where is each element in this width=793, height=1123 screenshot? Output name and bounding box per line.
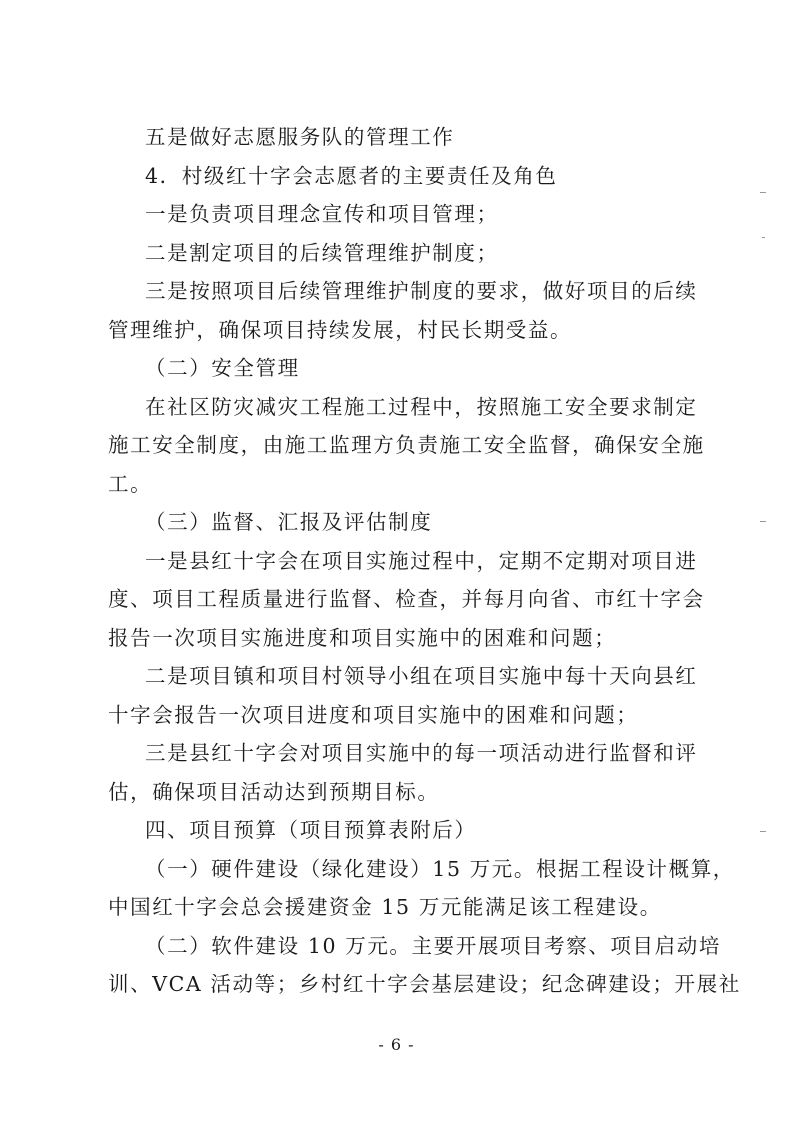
section-heading: 四、项目预算（项目预算表附后） [145,818,477,842]
text-line: 一是县红十字会在项目实施过程中，定期不定期对项目进 [145,548,698,573]
text-line: 三是县红十字会对项目实施中的每一项活动进行监督和评 [145,741,698,765]
text-line: 三是按照项目后续管理维护制度的要求，做好项目的后续 [145,279,698,303]
text-line: 报告一次项目实施进度和项目实施中的困难和问题； [108,625,617,650]
text-line: 五是做好志愿服务队的管理工作 [145,125,455,149]
text-line: 度、项目工程质量进行监督、检查，并每月向省、市红十字会 [108,587,705,611]
text-line: （一）硬件建设（绿化建设）15 万元。根据工程设计概算， [145,856,735,881]
text-line: 训、VCA 活动等；乡村红十字会基层建设；纪念碑建设；开展社 [108,972,741,996]
text-line: 4．村级红十字会志愿者的主要责任及角色 [145,163,558,188]
text-line: 工。 [108,471,153,496]
section-heading: （三）监督、汇报及评估制度 [145,510,433,534]
text-line: 中国红十字会总会援建资金 15 万元能满足该工程建设。 [108,895,662,919]
page-number: - 6 - [378,1035,415,1054]
text-line: 估，确保项目活动达到预期目标。 [108,779,440,804]
scan-speck [760,831,766,832]
text-line: 施工安全制度，由施工监理方负责施工安全监督，确保安全施 [108,433,705,457]
section-heading: （二）安全管理 [145,356,300,380]
text-line: 二是割定项目的后续管理维护制度； [145,240,499,265]
text-line: （二）软件建设 10 万元。主要开展项目考察、项目启动培 [145,933,721,958]
scan-speck [762,237,765,238]
body-text [108,120,741,1006]
text-line: 二是项目镇和项目村领导小组在项目实施中每十天向县红 [145,664,698,688]
scan-speck [760,521,766,522]
text-line: 在社区防灾减灾工程施工过程中，按照施工安全要求制定 [145,394,698,419]
text-line: 一是负责项目理念宣传和项目管理； [145,202,499,226]
text-line: 十字会报告一次项目进度和项目实施中的困难和问题； [108,702,639,727]
text-line: 管理维护，确保项目持续发展，村民长期受益。 [108,317,573,342]
scan-speck [760,192,766,193]
